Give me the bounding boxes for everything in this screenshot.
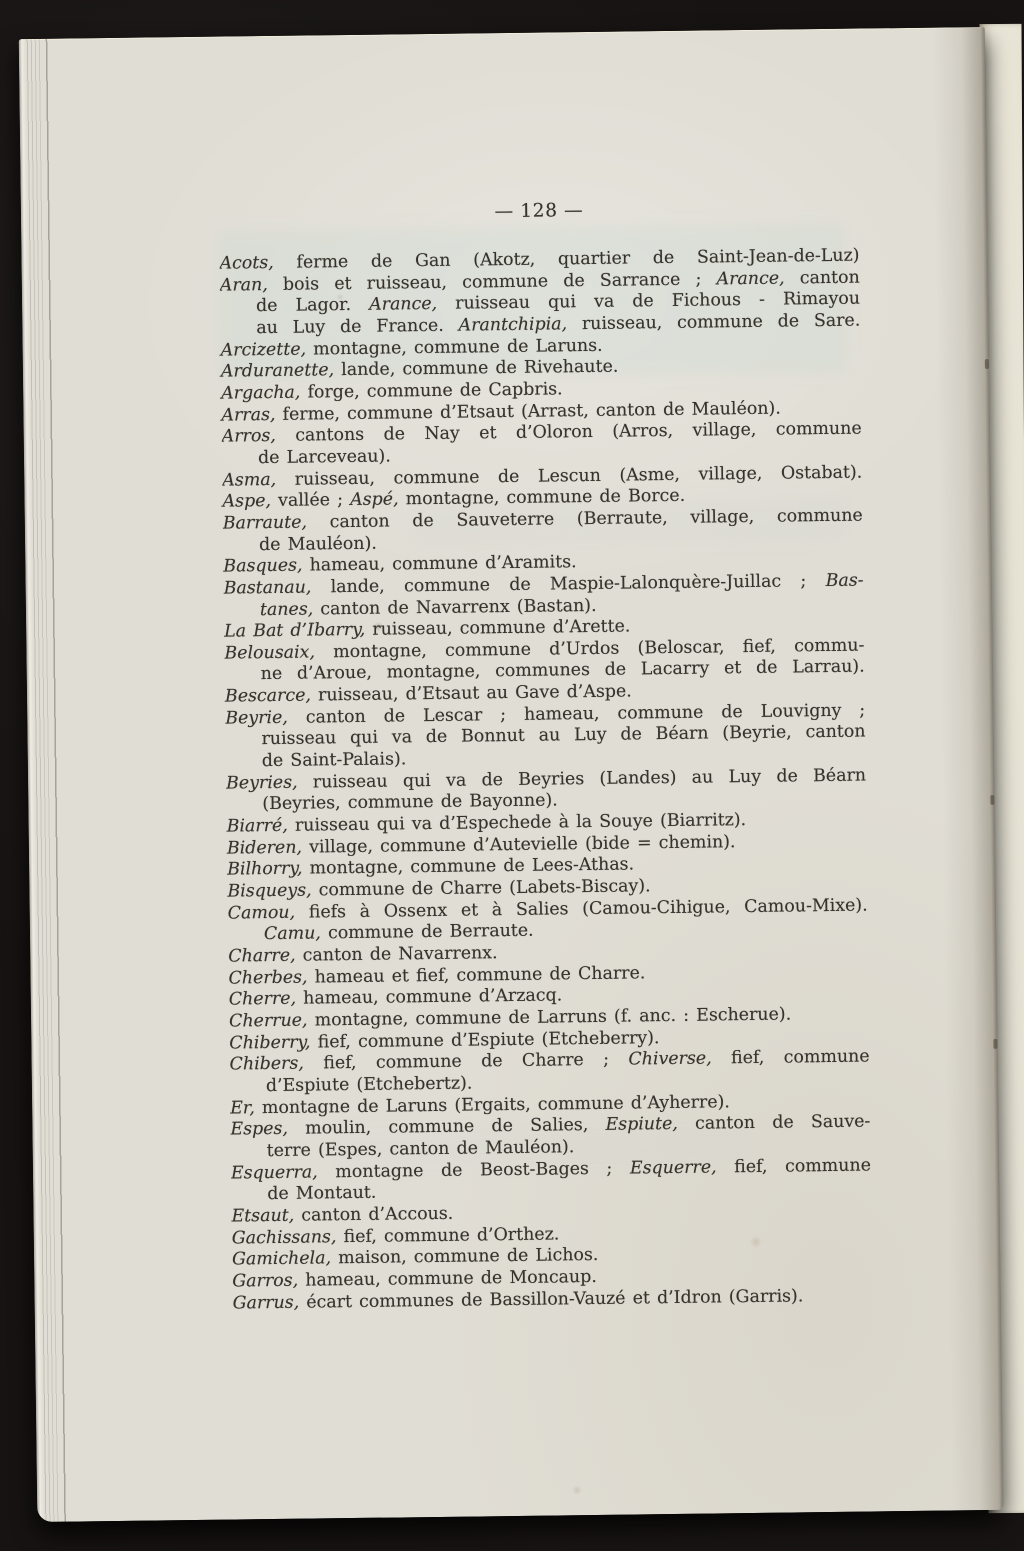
entry-line: Arduranette, lande, commune de Rivehaute. — [220, 356, 619, 382]
entry-line: de Mauléon). — [258, 533, 377, 555]
page-edge-nick — [993, 1039, 997, 1049]
entry-line: Esquerra, montagne de Beost-Bages ; Esquerre, fief, commune — [230, 1155, 872, 1184]
entry-line: Beyries, ruisseau qui va de Beyries (Landes) au Luy de Béarn — [225, 765, 867, 794]
entry-line: ne d’Aroue, montagne, communes de Lacarry et de Larrau). — [260, 657, 865, 685]
entry-line: Chiberry, fief, commune d’Espiute (Etcheberry). — [229, 1027, 660, 1054]
entry-line: Chibers, fief, commune de Charre ; Chiverse, fief, commune — [229, 1046, 870, 1075]
entry-line: Argacha, forge, commune de Capbris. — [221, 379, 563, 404]
entry-line: d’Espiute (Etchebertz). — [265, 1073, 473, 1097]
entry-line: Biarré, ruisseau qui va d’Espechede à la Souye (Biarritz). — [226, 810, 747, 837]
entry-line: Beyrie, canton de Lescar ; hameau, commune de Louvigny ; — [225, 700, 866, 729]
entry-line: Garrus, écart communes de Bassillon-Vauzé et d’Idron (Garris). — [232, 1285, 804, 1314]
entry-line: Gamichela, maison, commune de Lichos. — [231, 1245, 599, 1270]
entry-line: Belousaix, montagne, commune d’Urdos (Beloscar, fief, commu- — [224, 635, 865, 664]
entry-line: Aspe, vallée ; Aspé, montagne, commune de Borce. — [222, 486, 686, 512]
entry-line: Gachissans, fief, commune d’Orthez. — [231, 1223, 560, 1249]
entry-line: au Luy de France. Arantchipia, ruisseau, commune de Sare. — [256, 310, 861, 339]
entry-line: Garros, hameau, commune de Moncaup. — [232, 1266, 597, 1292]
entry-line: terre (Espes, canton de Mauléon). — [266, 1137, 575, 1162]
page-number: — 128 — — [494, 200, 584, 223]
entry-line: ruisseau qui va de Bonnut au Luy de Béarn (Beyrie, canton — [261, 721, 866, 750]
entry-line: Arros, cantons de Nay et d’Oloron (Arros, village, commune — [221, 418, 862, 447]
entry-line: Bastanau, lande, commune de Maspie-Lalonquère-Juillac ; Bas- — [223, 570, 864, 599]
entry-line: Asma, ruisseau, commune de Lescun (Asme, village, Ostabat). — [222, 462, 863, 491]
entry-line: Bescarce, ruisseau, d’Etsaut au Gave d’Aspe. — [224, 681, 632, 707]
entry-line: de Larceveau). — [257, 446, 391, 469]
entry-line: Bideren, village, commune d’Autevielle (bide = chemin). — [226, 831, 736, 859]
entry-line: Er, montagne de Laruns (Ergaits, commune d’Ayherre). — [230, 1091, 731, 1119]
entry-line: Cherbes, hameau et fief, commune de Charre. — [228, 962, 646, 989]
entry-line: Bilhorry, montagne, commune de Lees-Athas. — [227, 854, 635, 880]
page-edge-nick — [985, 359, 989, 369]
entry-line: La Bat d’Ibarry, ruisseau, commune d’Arette. — [224, 616, 631, 642]
entry-line: Cherre, hameau, commune d’Arzacq. — [228, 985, 563, 1010]
text-block — [219, 197, 873, 1315]
entry-line: Espes, moulin, commune de Salies, Espiute, canton de Sauve- — [230, 1111, 871, 1140]
entry-line: Bisqueys, commune de Charre (Labets-Biscay). — [227, 876, 651, 902]
entry-line: Cherrue, montagne, commune de Larruns (f. anc. : Escherue). — [228, 1004, 792, 1032]
entry-line: Acots, ferme de Gan (Akotz, quartier de Saint-Jean-de-Luz) — [219, 245, 860, 274]
entry-line: de Montaut. — [267, 1182, 377, 1205]
entry-line: Arcizette, montagne, commune de Laruns. — [220, 335, 603, 361]
page-edge-nick — [990, 795, 994, 805]
entry-line: de Saint-Palais). — [261, 749, 407, 772]
entry-line: Etsaut, canton d’Accous. — [231, 1203, 454, 1227]
text-block-lines — [219, 246, 872, 1315]
entry-line: de Lagor. Arance, ruisseau qui va de Fichous - Rimayou — [255, 288, 861, 317]
entry-line: Basques, hameau, commune d’Aramits. — [223, 552, 577, 577]
entry-line: Aran, bois et ruisseau, commune de Sarrance ; Arance, canton — [219, 267, 860, 296]
page-stack-edge — [19, 39, 68, 1522]
entry-line: Arras, ferme, commune d’Etsaut (Arrast, canton de Mauléon). — [221, 398, 781, 426]
entry-line: (Beyries, commune de Bayonne). — [262, 790, 558, 815]
entry-line: Camou, fiefs à Ossenx et à Salies (Camou-Cihigue, Camou-Mixe). — [227, 895, 868, 924]
entry-line: tanes, canton de Navarrenx (Bastan). — [259, 595, 597, 620]
book-page — [19, 27, 1004, 1522]
entry-line: Camu, commune de Berraute. — [263, 921, 534, 945]
entry-line: Charre, canton de Navarrenx. — [228, 943, 498, 967]
entry-line: Barraute, canton de Sauveterre (Berraute, village, commune — [222, 505, 863, 534]
